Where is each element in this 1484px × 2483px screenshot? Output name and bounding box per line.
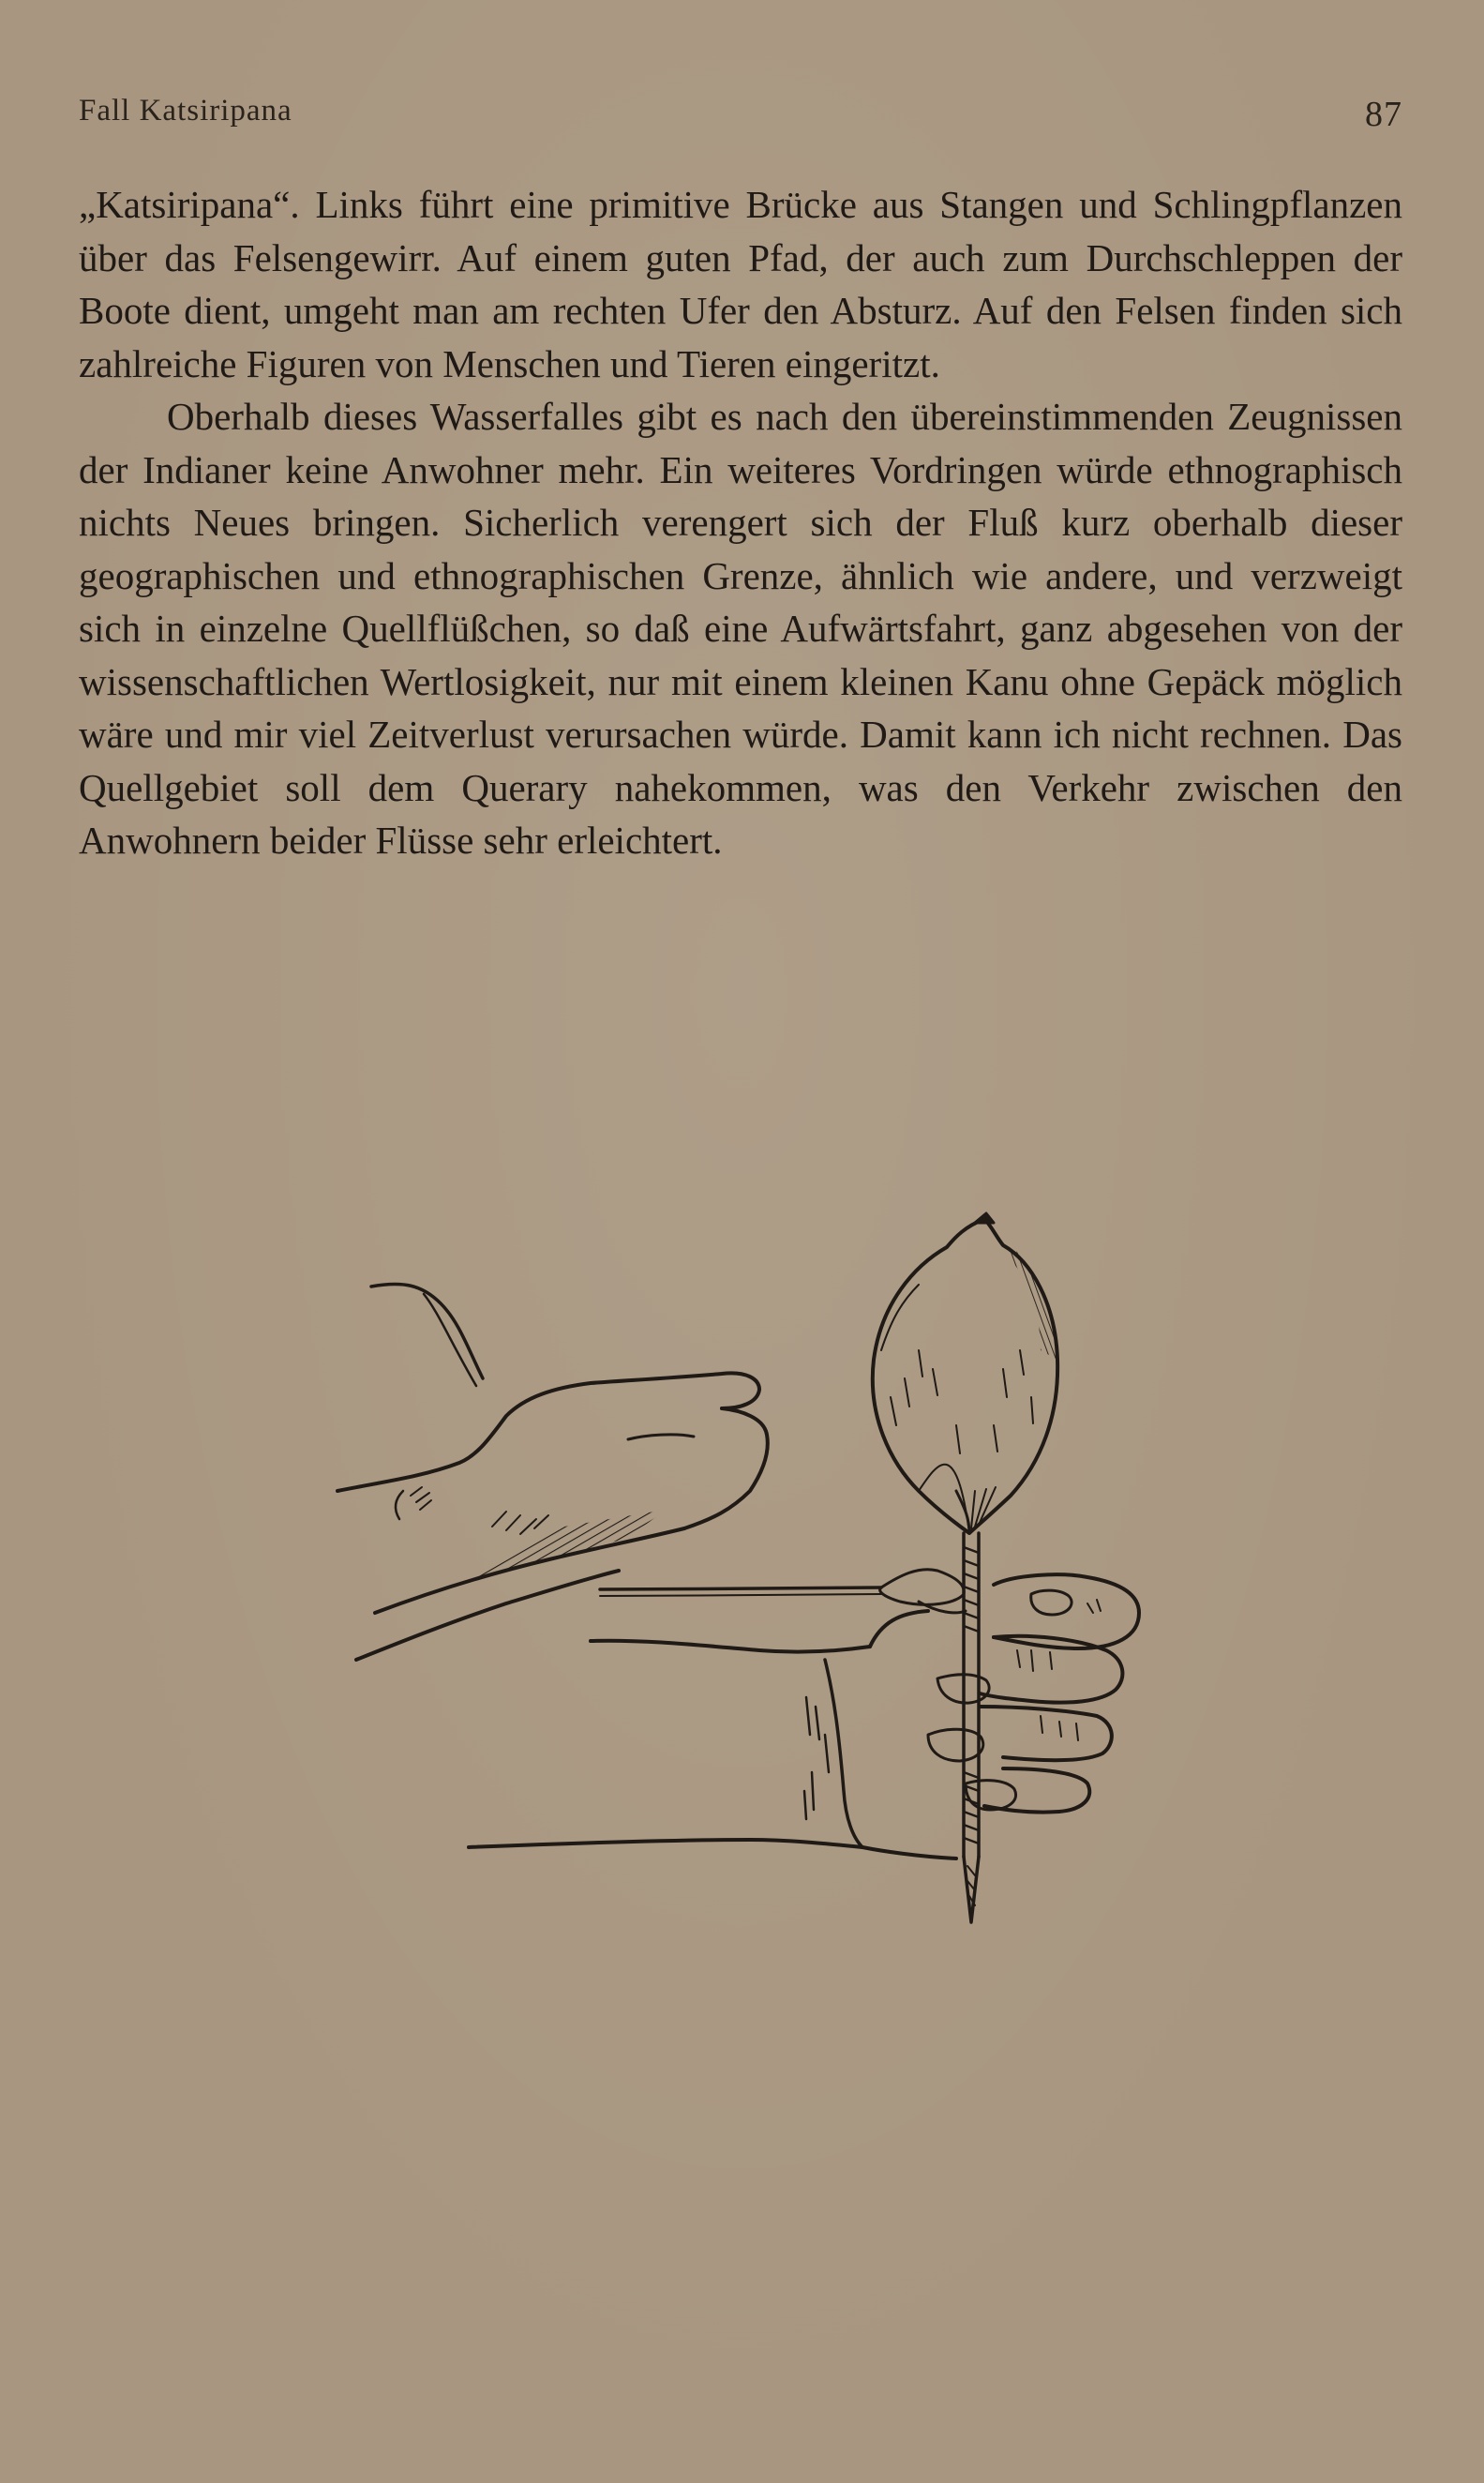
- page-number: 87: [1365, 95, 1402, 134]
- paragraph-1: „Katsiripana“. Links führt eine primitive Brücke aus Stangen und Schlingpflanzen über das Felsengewirr. Auf einem guten Pfad, der auch zum Durchschleppen der Boote dient, umgeht man am rechten Ufer den Absturz. Auf den Felsen finden sich zahlreiche Figuren von Menschen und Tieren eingeritzt.: [79, 183, 1402, 385]
- running-head: [79, 94, 1402, 135]
- spinning-top-illustration: [319, 1210, 1200, 1950]
- hands-spinning-top-icon: [319, 1210, 1200, 1950]
- running-title: Fall Katsiripana: [79, 94, 292, 128]
- paragraph-2: Oberhalb dieses Wasserfalles gibt es nach den übereinstimmenden Zeugnissen der Indianer keine Anwohner mehr. Ein weiteres Vordringen würde ethnographisch nichts Neues bringen. Sicherlich verengert sich der Fluß kurz oberhalb dieser geographischen und ethnographischen Grenze, ähnlich wie andere, und verzweigt sich in einzelne Quellflüßchen, so daß eine Aufwärtsfahrt, ganz abgesehen von der wissenschaftlichen Wertlosigkeit, nur mit einem kleinen Kanu ohne Gepäck möglich wäre und mir viel Zeitverlust verursachen würde. Damit kann ich nicht rechnen. Das Quellgebiet soll dem Querary nahekommen, was den Verkehr zwischen den Anwohnern beider Flüsse sehr erleichtert.: [79, 395, 1402, 862]
- body-text: [79, 178, 1402, 867]
